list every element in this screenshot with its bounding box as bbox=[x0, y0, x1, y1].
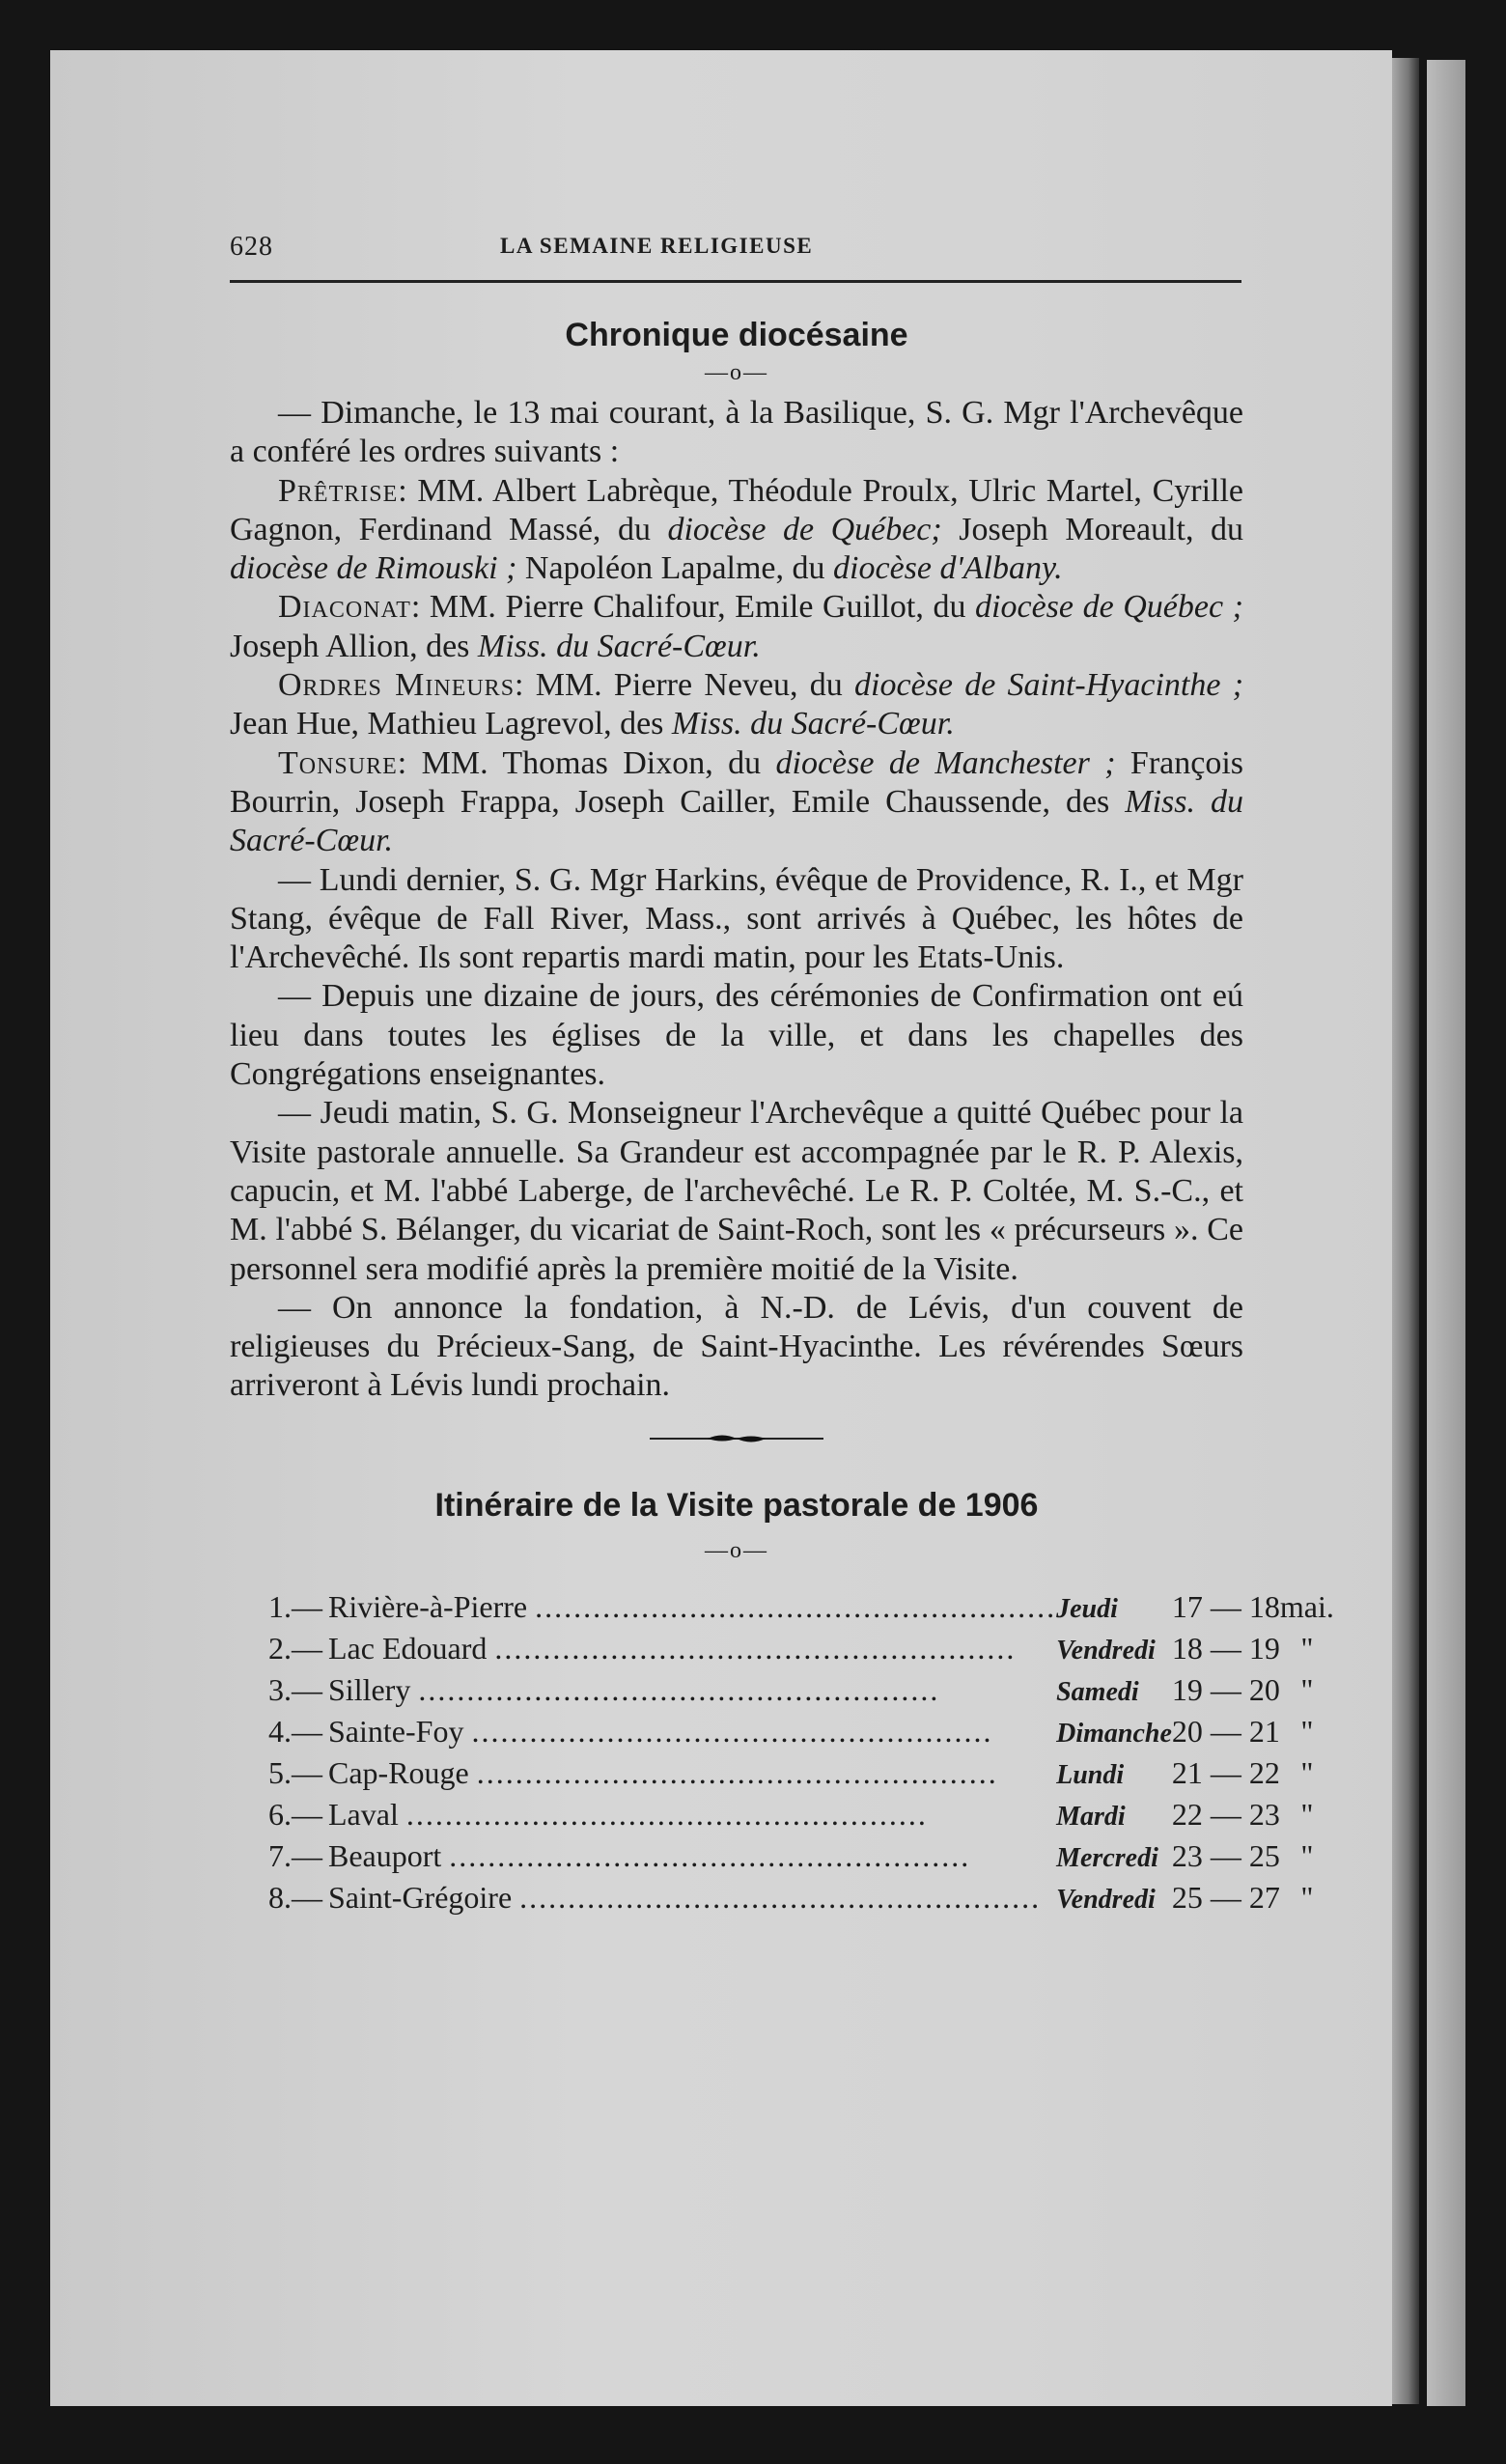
page-edge-shadow bbox=[1392, 58, 1419, 2404]
row-dates: 17 — 18 bbox=[1171, 1588, 1280, 1624]
leader-dots: ...................................................... bbox=[405, 1796, 928, 1832]
intro-paragraph: — Dimanche, le 13 mai courant, à la Basilique, S. G. Mgr l'Archevêque a conféré les ordres suivants : bbox=[230, 395, 1243, 470]
itinerary-row bbox=[268, 1755, 1334, 1797]
itinerary-row bbox=[268, 1631, 1334, 1672]
row-place: Cap-Rouge ...................................................... bbox=[328, 1754, 998, 1790]
row-day: Jeudi bbox=[1056, 1593, 1118, 1624]
row-number: 1.— bbox=[268, 1588, 322, 1624]
ordres-mineurs-paragraph bbox=[230, 666, 1243, 744]
row-month: " bbox=[1300, 1796, 1314, 1832]
itinerary-row bbox=[268, 1880, 1334, 1921]
row-month: " bbox=[1300, 1837, 1314, 1873]
journal-title: LA SEMAINE RELIGIEUSE bbox=[500, 234, 814, 258]
row-dates: 23 — 25 bbox=[1171, 1837, 1280, 1873]
news-paragraph-harkins: — Lundi dernier, S. G. Mgr Harkins, évêque de Providence, R. I., et Mgr Stang, évêque de Fall River, Mass., sont arrivés à Québec, les hôtes de l'Archevêché. Ils sont repartis mardi matin, pour les Etats-Unis. bbox=[230, 861, 1243, 976]
itinerary-row bbox=[268, 1672, 1334, 1714]
tonsure-label: Tonsure bbox=[278, 744, 398, 781]
row-month: " bbox=[1300, 1879, 1314, 1915]
news-paragraph-confirmation: — Depuis une dizaine de jours, des cérémonies de Confirmation ont eú lieu dans toutes les églises de la ville, et dans les chapelles des Congrégations enseignantes. bbox=[230, 978, 1243, 1093]
row-place: Beauport ...................................................... bbox=[328, 1837, 971, 1873]
pretrise-text: : MM. Albert Labrèque, Théodule Proulx, Ulric Martel, Cyrille Gagnon, Ferdinand Massé, du bbox=[230, 472, 1243, 547]
row-dates: 21 — 22 bbox=[1171, 1754, 1280, 1790]
leader-dots: ...................................................... bbox=[449, 1837, 971, 1873]
diaconat-diocese: diocèse de Québec ; bbox=[975, 589, 1243, 626]
pretrise-diocese: diocèse d'Albany. bbox=[833, 550, 1063, 587]
chronique-body bbox=[230, 394, 1243, 1406]
row-day: Samedi bbox=[1056, 1676, 1139, 1707]
itinerary-row bbox=[268, 1589, 1334, 1631]
row-dates: 18 — 19 bbox=[1171, 1630, 1280, 1666]
tonsure-text: François Bourrin, Joseph Frappa, Joseph Cailler, Emile Chaussende, des bbox=[230, 744, 1244, 820]
row-month: " bbox=[1300, 1713, 1314, 1749]
row-place: Rivière-à-Pierre ...................................................... bbox=[328, 1588, 1057, 1624]
diaconat-label: Diaconat bbox=[278, 589, 411, 626]
itinerary-row bbox=[268, 1797, 1334, 1838]
pretrise-diocese: diocèse de Rimouski ; bbox=[230, 550, 517, 587]
leader-dots: ...................................................... bbox=[471, 1713, 993, 1749]
row-dates: 20 — 21 bbox=[1171, 1713, 1280, 1749]
chronique-title: Chronique diocésaine bbox=[565, 317, 908, 353]
ornament-divider bbox=[650, 1429, 823, 1448]
diaconat-text: Joseph Allion, des bbox=[230, 628, 478, 664]
pretrise-paragraph bbox=[230, 472, 1243, 589]
news-paragraph-visite: — Jeudi matin, S. G. Monseigneur l'Archevêque a quitté Québec pour la Visite pastorale annuelle. Sa Grandeur est accompagnée par le R. P. Alexis, capucin, et M. l'abbé Laberge, de l'archevêché. Le R. P. Coltée, M. S.-C., et M. l'abbé S. Bélanger, du vicariat de Saint-Roch, sont les « précurseurs ». Ce personnel sera modifié après la première moitié de la Visite. bbox=[230, 1095, 1243, 1287]
itineraire-separator: —o— bbox=[705, 1537, 768, 1563]
row-month: mai. bbox=[1279, 1588, 1334, 1624]
pretrise-text: Joseph Moreault, du bbox=[941, 511, 1243, 547]
leader-dots: ...................................................... bbox=[494, 1630, 1017, 1666]
pretrise-text: Napoléon Lapalme, du bbox=[516, 550, 834, 587]
row-number: 8.— bbox=[268, 1879, 322, 1915]
row-month: " bbox=[1300, 1671, 1314, 1707]
ordres-mineurs-text: : MM. Pierre Neveu, du bbox=[515, 667, 855, 704]
ordres-mineurs-text: Jean Hue, Mathieu Lagrevol, des bbox=[230, 706, 672, 742]
running-head bbox=[230, 232, 1243, 270]
pretrise-label: Prêtrise bbox=[278, 472, 399, 509]
row-dates: 22 — 23 bbox=[1171, 1796, 1280, 1832]
leader-dots: ...................................................... bbox=[535, 1588, 1057, 1624]
row-place: Saint-Grégoire ...................................................... bbox=[328, 1879, 1042, 1915]
tonsure-mission: Miss. du Sacré-Cœur. bbox=[230, 783, 1243, 859]
page-content bbox=[230, 232, 1334, 1921]
leader-dots: ...................................................... bbox=[476, 1754, 998, 1790]
chronique-separator: —o— bbox=[705, 360, 768, 385]
diaconat-mission: Miss. du Sacré-Cœur. bbox=[477, 628, 761, 664]
row-day: Lundi bbox=[1056, 1759, 1125, 1790]
row-day: Vendredi bbox=[1056, 1884, 1156, 1915]
ordres-mineurs-label: Ordres Mineurs bbox=[278, 667, 516, 704]
row-place: Laval ...................................................... bbox=[328, 1796, 928, 1832]
leader-dots: ...................................................... bbox=[418, 1671, 940, 1707]
tonsure-diocese: diocèse de Manchester ; bbox=[775, 744, 1116, 781]
tonsure-text: : MM. Thomas Dixon, du bbox=[397, 744, 776, 781]
row-place: Lac Edouard ...................................................... bbox=[328, 1630, 1017, 1666]
row-number: 4.— bbox=[268, 1713, 322, 1749]
row-number: 7.— bbox=[268, 1837, 322, 1873]
diaconat-text: : MM. Pierre Chalifour, Emile Guillot, du bbox=[410, 589, 976, 626]
itineraire-title: Itinéraire de la Visite pastorale de 1906 bbox=[434, 1486, 1039, 1524]
header-rule bbox=[230, 280, 1241, 283]
row-day: Vendredi bbox=[1056, 1635, 1156, 1666]
row-number: 6.— bbox=[268, 1796, 322, 1832]
row-place: Sainte-Foy ...................................................... bbox=[328, 1713, 993, 1749]
ordres-mineurs-mission: Miss. du Sacré-Cœur. bbox=[671, 706, 955, 742]
adjacent-page-edge bbox=[1427, 60, 1465, 2406]
row-dates: 25 — 27 bbox=[1171, 1879, 1280, 1915]
row-day: Mardi bbox=[1056, 1801, 1126, 1832]
pretrise-diocese: diocèse de Québec; bbox=[667, 511, 942, 547]
row-number: 5.— bbox=[268, 1754, 322, 1790]
row-place: Sillery ...................................................... bbox=[328, 1671, 940, 1707]
row-dates: 19 — 20 bbox=[1171, 1671, 1280, 1707]
row-day: Dimanche bbox=[1056, 1718, 1172, 1749]
diaconat-paragraph bbox=[230, 588, 1243, 666]
itinerary-row bbox=[268, 1838, 1334, 1880]
row-number: 2.— bbox=[268, 1630, 322, 1666]
ordres-mineurs-diocese: diocèse de Saint-Hyacinthe ; bbox=[854, 667, 1244, 704]
row-day: Mercredi bbox=[1056, 1842, 1158, 1873]
tonsure-paragraph bbox=[230, 744, 1243, 861]
news-paragraph-couvent: — On annonce la fondation, à N.-D. de Lévis, d'un couvent de religieuses du Précieux-Sang, de Saint-Hyacinthe. Les révérendes Sœurs arriveront à Lévis lundi prochain. bbox=[230, 1289, 1243, 1404]
row-month: " bbox=[1300, 1630, 1314, 1666]
page-number: 628 bbox=[230, 232, 273, 262]
row-month: " bbox=[1300, 1754, 1314, 1790]
itinerary-table bbox=[268, 1589, 1334, 1921]
itinerary-row bbox=[268, 1714, 1334, 1755]
row-number: 3.— bbox=[268, 1671, 322, 1707]
leader-dots: ...................................................... bbox=[519, 1879, 1042, 1915]
